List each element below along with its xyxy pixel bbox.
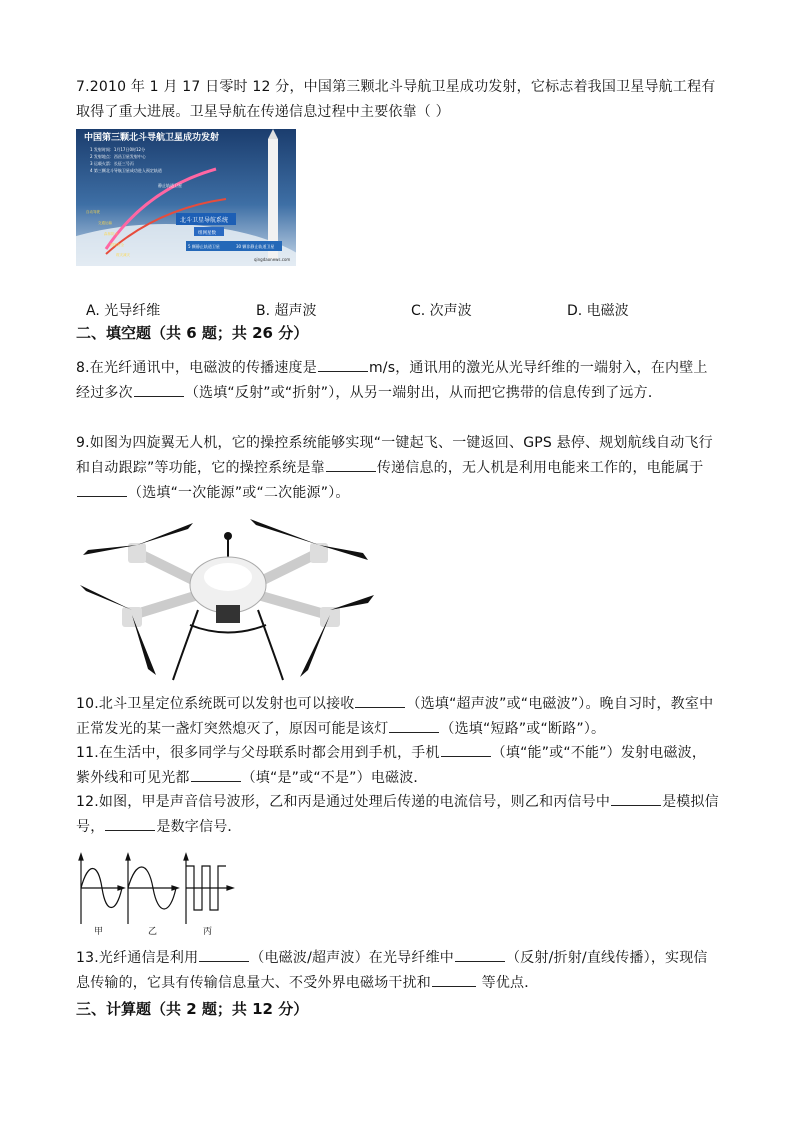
image-info-2: 2 发射地点：西昌卫星发射中心 <box>90 154 146 159</box>
question-10 <box>76 692 720 742</box>
question-13-part-b: （电磁波/超声波）在光导纤维中 <box>250 950 454 966</box>
question-11-part-a: 11.在生活中，很多同学与父母联系时都会用到手机，手机 <box>76 745 440 761</box>
image-side-3: 森林防火 <box>104 232 118 236</box>
question-7 <box>76 75 720 125</box>
label-yi: 乙 <box>148 927 158 937</box>
image-system-label: 北斗卫星导航系统 <box>180 217 229 224</box>
image-tag: 静止轨道卫星 <box>158 183 182 188</box>
answer-blank[interactable] <box>432 972 476 987</box>
image-info-3: 3 运载火箭：长征三号丙 <box>90 161 134 166</box>
section-heading-calculation: 三、计算题（共 2 题；共 12 分） <box>76 1000 309 1018</box>
image-orbit-1: 5 颗静止轨道卫星 <box>188 244 220 249</box>
question-7-text: 7.2010 年 1 月 17 日零时 12 分，中国第三颗北斗导航卫星成功发射，它标志着我国卫星导航工程有取得了重大进展。卫星导航在传递信息过程中主要依靠（ ） <box>76 79 716 120</box>
option-a[interactable]: A. 光导纤维 <box>86 303 161 319</box>
answer-blank[interactable] <box>199 947 249 962</box>
question-9-part-b: 传递信息的，无人机是利用电能来工作的，电能属于 <box>376 460 704 476</box>
image-sub-label: 组网星数 <box>198 231 216 236</box>
option-c[interactable]: C. 次声波 <box>411 303 472 319</box>
answer-blank[interactable] <box>355 693 405 708</box>
question-9-part-a: 9.如图为四旋翼无人机，它的操控系统能够实现“一键起飞、一键返回、GPS 悬停、规划航线自动飞行和自动跟踪”等功能，它的操控系统是靠 <box>76 435 713 476</box>
question-8-part-a: 8.在光纤通讯中，电磁波的传播速度是 <box>76 360 317 376</box>
image-orbit-2: 30 颗非静止轨道卫星 <box>236 244 275 249</box>
question-8-part-b: m/s，通讯用的激光从光导纤维的一端射入，在内壁上经过多次 <box>76 360 708 401</box>
answer-blank[interactable] <box>318 357 368 372</box>
question-8-part-c: （选填“反射”或“折射”），从另一端射出，从而把它携带的信息传到了远方． <box>184 385 663 401</box>
label-bing: 丙 <box>203 927 213 937</box>
signal-waveform-figure <box>76 852 236 937</box>
question-13-part-d: 等优点． <box>477 975 539 991</box>
question-8 <box>76 356 720 406</box>
question-10-part-a: 10.北斗卫星定位系统既可以发射也可以接收 <box>76 696 355 712</box>
label-jia: 甲 <box>94 927 104 937</box>
image-title: 中国第三颗北斗导航卫星成功发射 <box>84 133 220 143</box>
image-info-1: 1 发射时间：1月17日0时12分 <box>90 147 146 152</box>
answer-blank[interactable] <box>105 816 155 831</box>
image-side-2: 交通运输 <box>98 221 112 225</box>
answer-blank[interactable] <box>389 718 439 733</box>
image-info-4: 4 第三颗北斗导航卫星成功进入预定轨道 <box>90 168 162 173</box>
drone-image <box>78 515 378 685</box>
image-side-1: 自动驾驶 <box>86 210 100 214</box>
answer-blank[interactable] <box>191 767 241 782</box>
question-9-part-c: （选填“一次能源”或“二次能源”）。 <box>128 485 350 501</box>
answer-blank[interactable] <box>77 482 127 497</box>
image-side-5: 救灾减灾 <box>116 253 130 257</box>
question-12-part-c: 是数字信号． <box>156 819 242 835</box>
answer-blank[interactable] <box>441 742 491 757</box>
question-10-part-c: （选填“短路”或“断路”）。 <box>440 721 606 737</box>
question-11-part-c: （填“是”或“不是”）电磁波． <box>241 770 428 786</box>
question-11 <box>76 741 720 791</box>
question-10-part-b: （选填“超声波”或“电磁波”）。晚自习时，教室中正常发光的某一盏灯突然熄灭了，原因可能是该灯 <box>76 696 714 737</box>
answer-blank[interactable] <box>611 791 661 806</box>
image-watermark: qingdaonews.com <box>254 257 291 262</box>
question-13-part-a: 13.光纤通信是利用 <box>76 950 199 966</box>
question-12-part-b: 是模拟信号， <box>76 794 719 835</box>
answer-blank[interactable] <box>134 382 184 397</box>
question-11-part-b: （填“能”或“不能”）发射电磁波，紫外线和可见光都 <box>76 745 707 786</box>
question-12 <box>76 790 720 840</box>
question-13 <box>76 946 720 996</box>
satellite-launch-image <box>76 129 296 266</box>
answer-blank[interactable] <box>455 947 505 962</box>
image-side-4: 国防安全 <box>110 243 124 247</box>
section-heading-fill-in: 二、填空题（共 6 题；共 26 分） <box>76 324 309 342</box>
question-12-part-a: 12.如图，甲是声音信号波形，乙和丙是通过处理后传递的电流信号，则乙和丙信号中 <box>76 794 611 810</box>
question-9 <box>76 431 720 506</box>
answer-blank[interactable] <box>326 457 376 472</box>
question-13-part-c: （反射/折射/直线传播），实现信息传输的，它具有传输信息量大、不受外界电磁场干扰和 <box>76 950 708 991</box>
option-b[interactable]: B. 超声波 <box>256 303 317 319</box>
option-d[interactable]: D. 电磁波 <box>567 303 629 319</box>
